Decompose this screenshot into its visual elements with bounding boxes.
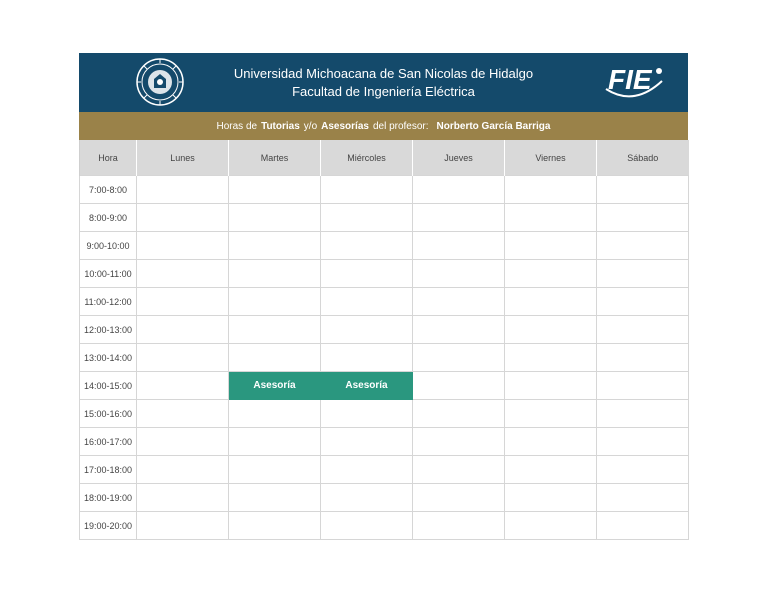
col-header-miercoles: Miércoles: [321, 140, 413, 176]
empty-slot-lunes[interactable]: [137, 512, 229, 540]
time-slot-label: 12:00-13:00: [80, 316, 137, 344]
schedule-body: [80, 176, 689, 540]
time-slot-label: 11:00-12:00: [80, 288, 137, 316]
empty-slot-jueves[interactable]: [413, 428, 505, 456]
empty-slot-martes[interactable]: [229, 260, 321, 288]
subtitle-del-profesor: del profesor:: [372, 120, 429, 132]
empty-slot-jueves[interactable]: [413, 512, 505, 540]
empty-slot-sabado[interactable]: [597, 204, 689, 232]
time-slot-label: 13:00-14:00: [80, 344, 137, 372]
empty-slot-lunes[interactable]: [137, 232, 229, 260]
faculty-name: Facultad de Ingeniería Eléctrica: [292, 84, 475, 99]
empty-slot-sabado[interactable]: [597, 176, 689, 204]
empty-slot-lunes[interactable]: [137, 484, 229, 512]
empty-slot-martes[interactable]: [229, 288, 321, 316]
empty-slot-sabado[interactable]: [597, 232, 689, 260]
empty-slot-miercoles[interactable]: [321, 512, 413, 540]
time-slot-label: 18:00-19:00: [80, 484, 137, 512]
header-titles: [199, 65, 568, 101]
empty-slot-martes[interactable]: [229, 484, 321, 512]
schedule-row: [80, 232, 689, 260]
fie-logo: [602, 59, 666, 105]
empty-slot-lunes[interactable]: [137, 316, 229, 344]
empty-slot-jueves[interactable]: [413, 232, 505, 260]
professor-name: Norberto García Barriga: [436, 120, 551, 132]
schedule-row: [80, 400, 689, 428]
empty-slot-viernes[interactable]: [505, 512, 597, 540]
empty-slot-viernes[interactable]: [505, 288, 597, 316]
empty-slot-jueves[interactable]: [413, 344, 505, 372]
subtitle-tutorias: Tutorias: [261, 120, 300, 132]
time-slot-label: 7:00-8:00: [80, 176, 137, 204]
empty-slot-martes[interactable]: [229, 204, 321, 232]
subtitle-yo: y/o: [303, 120, 318, 132]
empty-slot-jueves[interactable]: [413, 316, 505, 344]
empty-slot-miercoles[interactable]: [321, 344, 413, 372]
schedule-row: [80, 428, 689, 456]
empty-slot-lunes[interactable]: [137, 204, 229, 232]
empty-slot-jueves[interactable]: [413, 400, 505, 428]
col-header-lunes: Lunes: [137, 140, 229, 176]
professor-bar: [79, 112, 688, 140]
empty-slot-jueves[interactable]: [413, 260, 505, 288]
empty-slot-sabado[interactable]: [597, 260, 689, 288]
empty-slot-viernes[interactable]: [505, 400, 597, 428]
empty-slot-lunes[interactable]: [137, 288, 229, 316]
empty-slot-martes[interactable]: [229, 512, 321, 540]
schedule-row: [80, 344, 689, 372]
empty-slot-miercoles[interactable]: [321, 288, 413, 316]
schedule-row: [80, 512, 689, 540]
empty-slot-miercoles[interactable]: [321, 456, 413, 484]
col-header-martes: Martes: [229, 140, 321, 176]
empty-slot-sabado[interactable]: [597, 372, 689, 400]
header-banner: [79, 53, 688, 112]
empty-slot-martes[interactable]: [229, 232, 321, 260]
subtitle-prefix: Horas de: [216, 120, 258, 132]
empty-slot-viernes[interactable]: [505, 428, 597, 456]
empty-slot-sabado[interactable]: [597, 484, 689, 512]
col-header-sabado: Sábado: [597, 140, 689, 176]
empty-slot-viernes[interactable]: [505, 316, 597, 344]
empty-slot-sabado[interactable]: [597, 428, 689, 456]
schedule-row: [80, 316, 689, 344]
empty-slot-martes[interactable]: [229, 316, 321, 344]
schedule-row: [80, 176, 689, 204]
schedule-row: [80, 260, 689, 288]
empty-slot-martes[interactable]: [229, 176, 321, 204]
empty-slot-sabado[interactable]: [597, 344, 689, 372]
schedule-row: [80, 456, 689, 484]
col-header-jueves: Jueves: [413, 140, 505, 176]
asesoria-slot-martes[interactable]: Asesoría: [229, 372, 321, 400]
schedule-row: [80, 484, 689, 512]
time-slot-label: 16:00-17:00: [80, 428, 137, 456]
empty-slot-lunes[interactable]: [137, 428, 229, 456]
empty-slot-jueves[interactable]: [413, 176, 505, 204]
empty-slot-martes[interactable]: [229, 456, 321, 484]
empty-slot-viernes[interactable]: [505, 456, 597, 484]
header-row: [80, 140, 689, 176]
empty-slot-lunes[interactable]: [137, 344, 229, 372]
empty-slot-sabado[interactable]: [597, 288, 689, 316]
empty-slot-miercoles[interactable]: [321, 400, 413, 428]
time-slot-label: 15:00-16:00: [80, 400, 137, 428]
empty-slot-jueves[interactable]: [413, 288, 505, 316]
time-slot-label: 9:00-10:00: [80, 232, 137, 260]
time-slot-label: 17:00-18:00: [80, 456, 137, 484]
empty-slot-miercoles[interactable]: [321, 316, 413, 344]
asesoria-slot-miercoles[interactable]: Asesoría: [321, 372, 413, 400]
empty-slot-jueves[interactable]: [413, 204, 505, 232]
col-header-viernes: Viernes: [505, 140, 597, 176]
empty-slot-lunes[interactable]: [137, 176, 229, 204]
schedule-row: [80, 288, 689, 316]
empty-slot-miercoles[interactable]: [321, 260, 413, 288]
empty-slot-miercoles[interactable]: [321, 484, 413, 512]
empty-slot-sabado[interactable]: [597, 456, 689, 484]
empty-slot-miercoles[interactable]: [321, 428, 413, 456]
empty-slot-viernes[interactable]: [505, 484, 597, 512]
empty-slot-sabado[interactable]: [597, 400, 689, 428]
empty-slot-martes[interactable]: [229, 428, 321, 456]
empty-slot-viernes[interactable]: [505, 232, 597, 260]
empty-slot-jueves[interactable]: [413, 484, 505, 512]
empty-slot-lunes[interactable]: [137, 260, 229, 288]
empty-slot-martes[interactable]: [229, 400, 321, 428]
subtitle-asesorias: Asesorías: [321, 120, 369, 132]
schedule-table: [79, 140, 689, 540]
empty-slot-lunes[interactable]: [137, 372, 229, 400]
empty-slot-viernes[interactable]: [505, 344, 597, 372]
empty-slot-viernes[interactable]: [505, 260, 597, 288]
logo-text: FIE: [608, 64, 652, 95]
time-slot-label: 8:00-9:00: [80, 204, 137, 232]
empty-slot-lunes[interactable]: [137, 456, 229, 484]
empty-slot-jueves[interactable]: [413, 372, 505, 400]
empty-slot-viernes[interactable]: [505, 176, 597, 204]
schedule-row: [80, 204, 689, 232]
empty-slot-jueves[interactable]: [413, 456, 505, 484]
empty-slot-miercoles[interactable]: [321, 204, 413, 232]
empty-slot-viernes[interactable]: [505, 204, 597, 232]
university-seal-icon: [135, 57, 185, 107]
empty-slot-lunes[interactable]: [137, 400, 229, 428]
time-slot-label: 14:00-15:00: [80, 372, 137, 400]
time-slot-label: 19:00-20:00: [80, 512, 137, 540]
university-name: Universidad Michoacana de San Nicolas de Hidalgo: [233, 66, 534, 81]
empty-slot-miercoles[interactable]: [321, 232, 413, 260]
empty-slot-viernes[interactable]: [505, 372, 597, 400]
empty-slot-martes[interactable]: [229, 344, 321, 372]
time-slot-label: 10:00-11:00: [80, 260, 137, 288]
schedule-row: [80, 372, 689, 400]
empty-slot-sabado[interactable]: [597, 316, 689, 344]
schedule-sheet: [79, 53, 688, 540]
empty-slot-sabado[interactable]: [597, 512, 689, 540]
col-header-hora: Hora: [80, 140, 137, 176]
empty-slot-miercoles[interactable]: [321, 176, 413, 204]
